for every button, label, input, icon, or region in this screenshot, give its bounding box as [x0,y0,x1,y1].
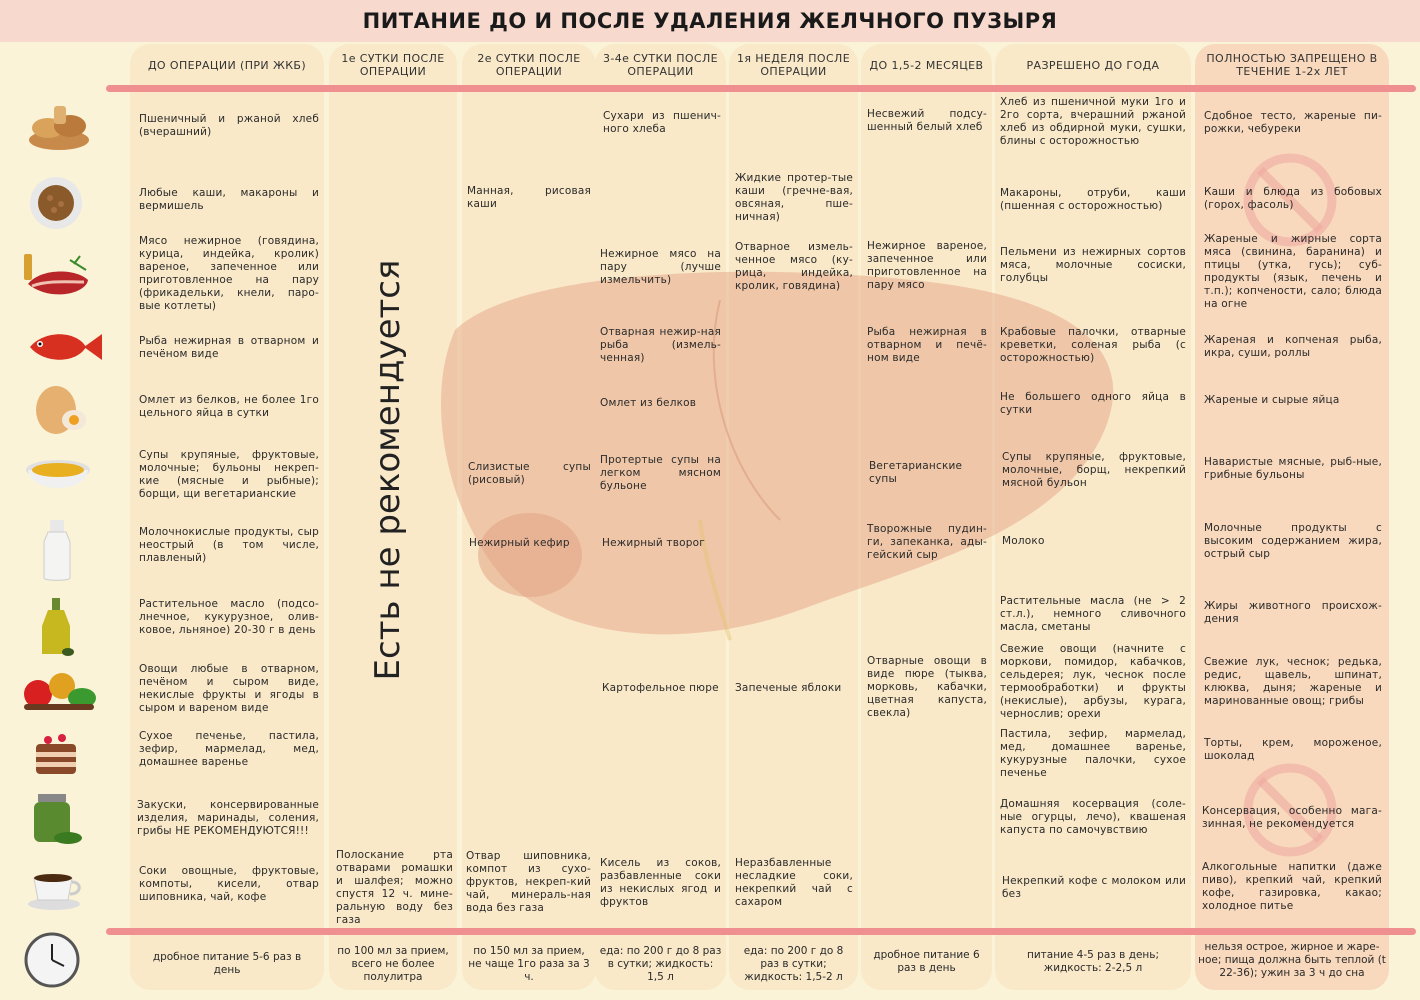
milk-bottle-icon [40,518,74,582]
table-cell: Пастила, зефир, мармелад, мед, домашнее варенье, кукурузные палочки, сухое печенье [1000,728,1186,779]
table-cell: Манная, рисовая каши [467,185,591,210]
table-cell: Молочные продукты с высоким содержанием жира, острый сыр [1204,522,1382,560]
footer-cell: дробное питание 6 раз в день [873,949,980,974]
table-cell: Запеченые яблоки [735,682,842,694]
table-cell: Несвежий подсу-шенный белый хлеб [867,108,987,133]
column-header: 3-4е СУТКИ ПОСЛЕ ОПЕРАЦИИ [602,52,719,78]
column-header: 1е СУТКИ ПОСЛЕ ОПЕРАЦИИ [341,52,445,78]
footer-cell: дробное питание 5-6 раз в день [152,951,302,976]
table-cell: Отвар шиповника, компот из сухо-фруктов, некреп-кий чай, минераль-ная вода без газа [466,850,591,914]
table-cell: Вегетарианские супы [869,460,963,485]
column-header: 2е СУТКИ ПОСЛЕ ОПЕРАЦИИ [477,52,581,78]
table-cell: Сдобное тесто, жареные пи-рожки, чебуреки [1204,110,1382,135]
egg-icon [30,380,90,436]
table-cell: Овощи любые в отварном, печёном и сыром виде, некислые фрукты и ягоды в сыром и вареном виде [139,663,319,714]
page-title: ПИТАНИЕ ДО И ПОСЛЕ УДАЛЕНИЯ ЖЕЛЧНОГО ПУЗЫРЯ [362,9,1058,33]
table-cell: Омлет из белков [600,397,697,409]
table-cell: Протертые супы на легком мясном бульоне [600,454,721,492]
header-divider [106,85,1416,92]
table-cell: Закуски, консервированные изделия, маринады, соления, грибы НЕ РЕКОМЕНДУЮТСЯ!!! [137,799,319,837]
table-cell: Нежирный творог [602,537,705,549]
table-cell: Нежирное мясо на пару (лучше измельчить) [600,248,721,286]
table-cell: Молочнокислые продукты, сыр неострый (в том числе, плавленый) [139,526,319,564]
fish-icon [24,326,106,368]
table-cell: Консервация, особенно мага-зинная, не рекомендуется [1202,805,1382,830]
table-cell: Омлет из белков, не более 1го цельного яйца в сутки [139,394,319,419]
pickles-jar-icon [28,790,84,846]
not-recommended-label: Есть не рекомендуется [368,259,408,681]
table-cell: Неразбавленные несладкие соки, некрепкий чай с сахаром [735,857,853,908]
column-header: ПОЛНОСТЬЮ ЗАПРЕЩЕНО В ТЕЧЕНИЕ 1-2х ЛЕТ [1206,52,1378,78]
table-cell: Каши и блюда из бобовых (горох, фасоль) [1204,186,1382,211]
table-cell: Растительное масло (подсо-лнечное, кукурузное, олив-ковое, льняное) 20-30 г в день [139,598,319,636]
table-cell: Отварная нежир-ная рыба (измель-ченная) [600,326,721,364]
column-header: ДО ОПЕРАЦИИ (ПРИ ЖКБ) [147,58,307,72]
footer-cell: питание 4-5 раз в день; жидкость: 2-2,5 л [1026,949,1160,974]
table-cell: Некрепкий кофе с молоком или без [1002,875,1186,900]
meat-icon [20,250,92,304]
footer-cell: еда: по 200 г до 8 раз в сутки; жидкость: 1,5 л [599,945,722,983]
table-cell: Соки овощные, фруктовые, компоты, кисели, отвар шиповника, чай, кофе [139,865,319,903]
table-cell: Отварное измель-ченное мясо (ку-рица, индейка, кролик, говядина) [735,241,853,292]
table-cell: Рыба нежирная в отварном и печёном виде [139,335,319,360]
grain-plate-icon [28,176,84,230]
table-cell: Жареная и копченая рыба, икра, суши, роллы [1204,334,1382,359]
footer-cell: по 150 мл за прием, не чаще 1го раза за 3 ч. [468,945,590,983]
table-cell: Сухари из пшенич-ного хлеба [603,110,721,135]
footer-cell: еда: по 200 г до 8 раз в сутки; жидкость: 1,5-2 л [743,945,844,983]
coffee-cup-icon [26,866,84,912]
cake-icon [30,726,82,778]
soup-icon [22,450,94,500]
footer-cell: нельзя острое, жирное и жаре-ное; пища должна быть теплой (t 22-36); ужин за 3 ч до сна [1198,941,1386,979]
table-cell: Нежирный кефир [469,537,570,549]
bread-icon [26,100,92,152]
column-header: ДО 1,5-2 МЕСЯЦЕВ [869,58,984,72]
table-cell: Макароны, отруби, каши (пшенная с осторожностью) [1000,187,1186,212]
table-cell: Жидкие протер-тые каши (гречне-вая, овсяная, пше-ничная) [735,172,853,223]
table-cell: Любые каши, макароны и вермишель [139,187,319,212]
table-cell: Крабовые палочки, отварные креветки, соленая рыба (с осторожностью) [1000,326,1186,364]
table-cell: Картофельное пюре [602,682,719,694]
table-cell: Пшеничный и ржаной хлеб (вчерашний) [139,113,319,138]
table-cell: Не большего одного яйца в сутки [1000,391,1186,416]
table-cell: Жареные и жирные сорта мяса (свинина, баранина) и птицы (утка, гусь); суб-продукты (язык, печень и т.п.); копчености, сало; блюда на огне [1204,233,1382,310]
table-cell: Хлеб из пшеничной муки 1го и 2го сорта, вчерашний ржаной хлеб из обдирной муки, сушки, блины с осторожностью [1000,96,1186,147]
table-cell: Жареные и сырые яйца [1204,394,1340,406]
table-cell: Рыба нежирная в отварном и печё-ном виде [867,326,987,364]
table-cell: Торты, крем, мороженое, шоколад [1204,737,1382,762]
table-cell: Жиры животного происхож-дения [1204,600,1382,625]
table-cell: Молоко [1002,535,1045,547]
table-cell: Свежие овощи (начните с моркови, помидор, кабачков, сельдерея; лук, чеснок после термообработки) и фрукты (некислые), арбузы, курага, чернослив; орехи [1000,643,1186,720]
footer-divider [106,928,1416,935]
table-cell: Полоскание рта отварами ромашки и шалфея; можно спустя 12 ч. мине-ральную воду без газа [336,849,453,926]
table-cell: Супы крупяные, фруктовые, молочные; бульоны некреп-кие (мясные и рыбные); борщи, щи вегетарианские [139,449,319,500]
vegetables-icon [16,664,100,714]
table-cell: Алкогольные напитки (даже пиво), крепкий чай, крепкий кофе, газировка, какао; холодное питье [1202,861,1382,912]
footer-cell: по 100 мл за прием, всего не более полулитра [337,945,449,983]
table-cell: Свежие лук, чеснок; редька, редис, щавель, шпинат, клюква, дыня; жареные и маринованные овощ; грибы [1204,656,1382,707]
table-cell: Пельмени из нежирных сортов мяса, молочные сосиски, голубцы [1000,246,1186,284]
table-cell: Супы крупяные, фруктовые, молочные, борщ, некрепкий мясной бульон [1002,451,1186,489]
column-header: РАЗРЕШЕНО ДО ГОДА [1026,58,1160,72]
table-cell: Слизистые супы (рисовый) [468,461,591,486]
table-cell: Кисель из соков, разбавленные соки из некислых ягод и фруктов [600,857,721,908]
table-cell: Творожные пудин-ги, запеканка, ады-гейский сыр [867,523,987,561]
table-cell: Наваристые мясные, рыб-ные, грибные бульоны [1204,456,1382,481]
oil-bottle-icon [38,596,78,658]
table-cell: Нежирное вареное, запеченное или приготовленное на пару мясо [867,240,987,291]
table-cell: Отварные овощи в виде пюре (тыква, морковь, кабачки, цветная капуста, свекла) [867,655,987,719]
column-header: 1я НЕДЕЛЯ ПОСЛЕ ОПЕРАЦИИ [736,52,851,78]
table-cell: Домашняя косервация (соле-ные огурцы, лечо), квашеная капуста по самочувствию [1000,798,1186,836]
clock-icon [24,932,80,988]
table-cell: Сухое печенье, пастила, зефир, мармелад, мед, домашнее варенье [139,730,319,768]
table-cell: Растительные масла (не > 2 ст.л.), немного сливочного масла, сметаны [1000,595,1186,633]
table-cell: Мясо нежирное (говядина, курица, индейка, кролик) вареное, запеченное или приготовленное на пару (фрикадельки, кнели, паро-вые котлеты) [139,235,319,312]
